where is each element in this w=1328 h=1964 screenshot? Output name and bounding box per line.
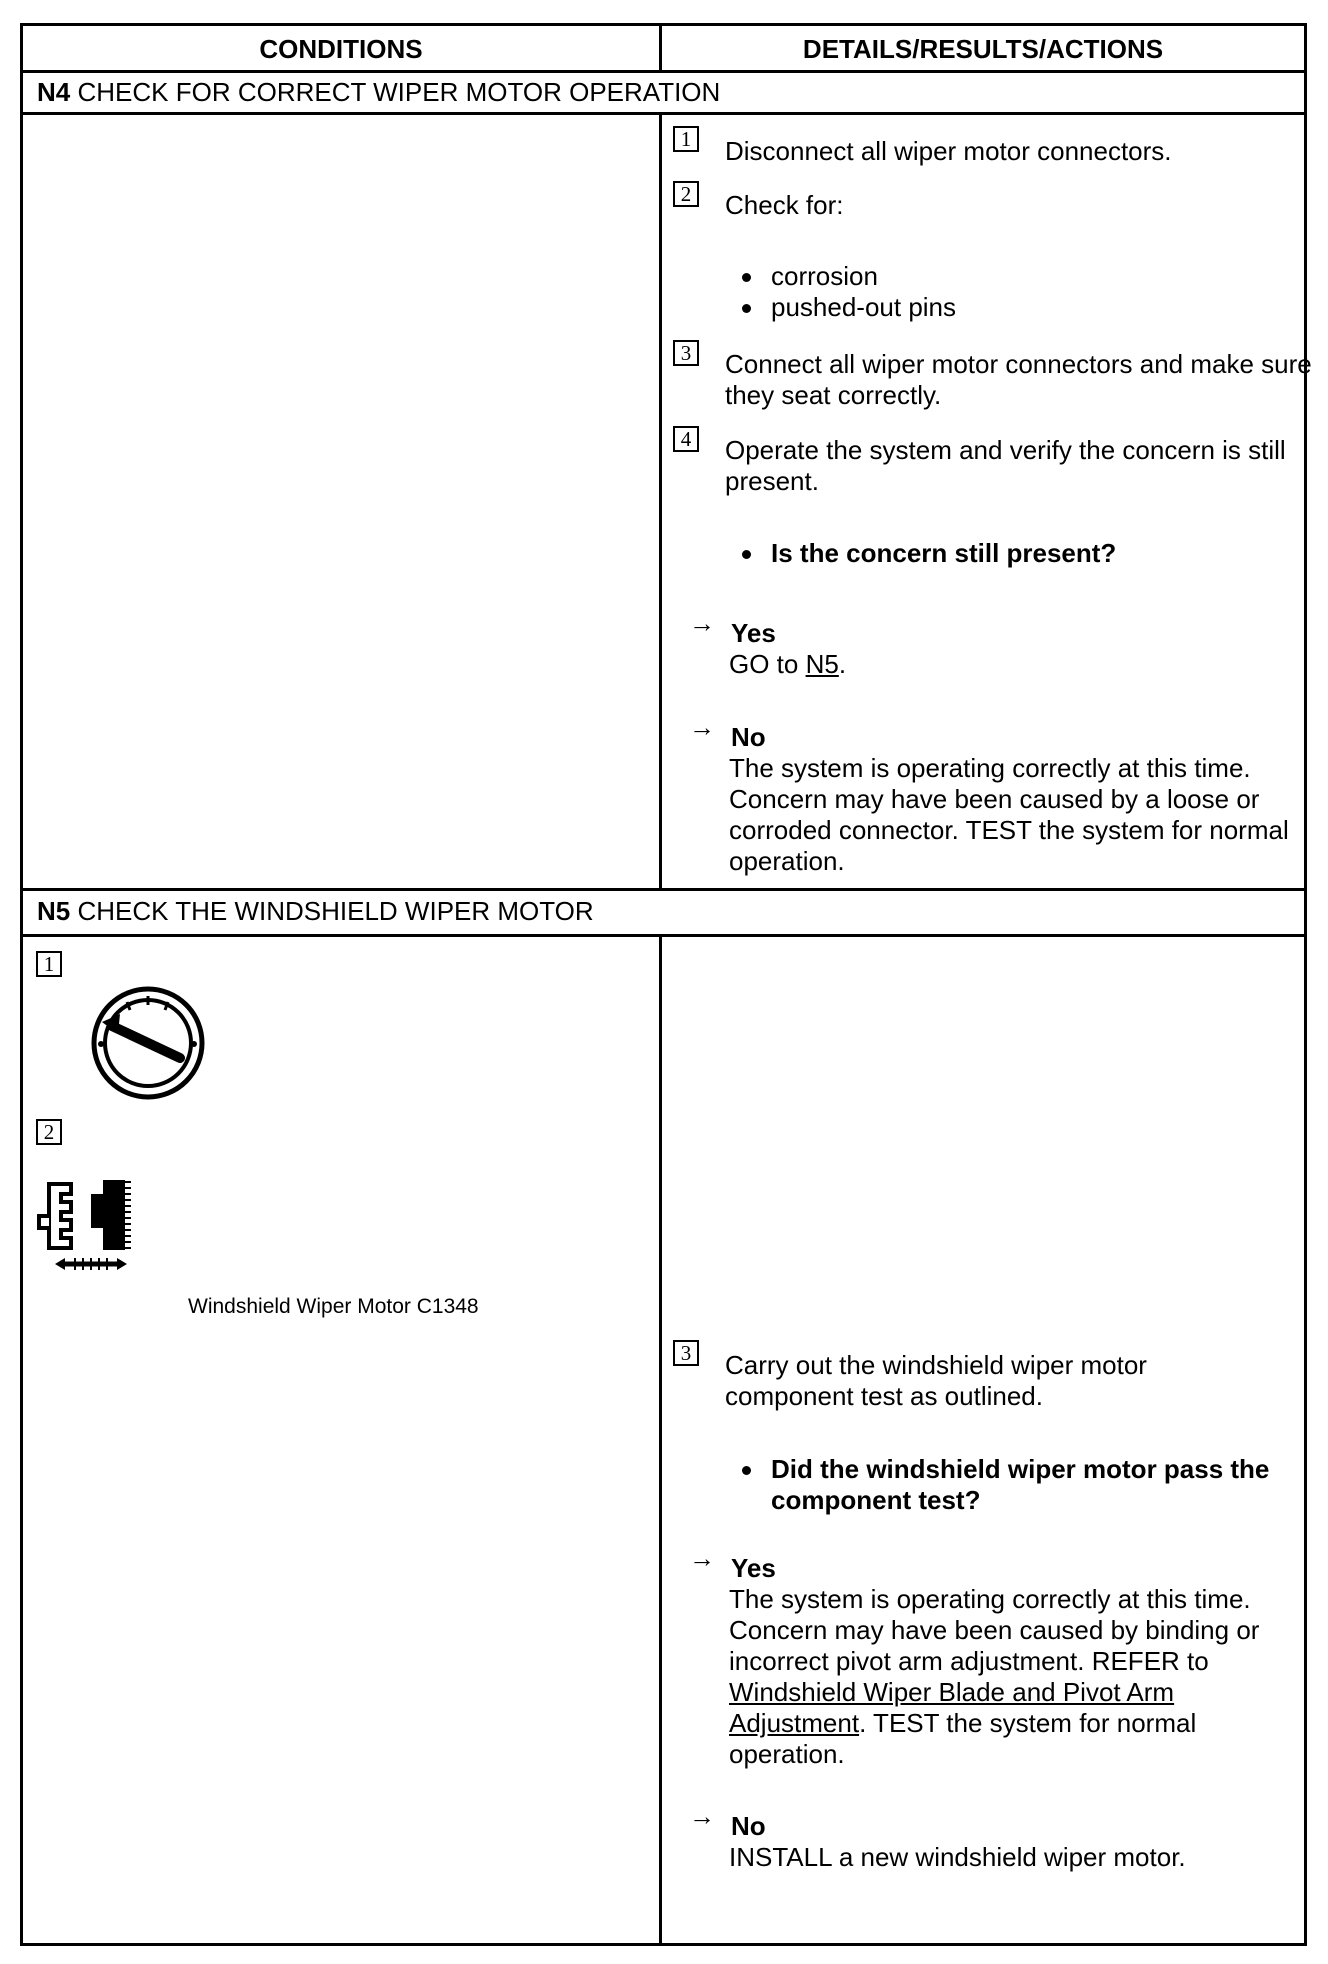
no-text: The system is operating correctly at this time. Concern may have been caused by a loose or corroded connector. TEST the system for normal operation. <box>729 753 1289 876</box>
result-arrow-icon: → <box>689 712 715 742</box>
step-number-box: 2 <box>673 181 699 207</box>
n5-title-row <box>23 891 1304 934</box>
details-header: DETAILS/RESULTS/ACTIONS <box>802 34 1164 64</box>
result-arrow-icon: → <box>689 1801 715 1831</box>
pivot-arm-adjustment-link[interactable]: Windshield Wiper Blade and Pivot Arm Adjustment <box>729 1677 1175 1738</box>
n4-yes-outcome <box>689 608 1313 680</box>
n4-title-row <box>23 73 1304 113</box>
connector-caption: Windshield Wiper Motor C1348 <box>188 1295 479 1318</box>
n4-check-list <box>739 261 956 323</box>
n4-title <box>37 77 720 108</box>
step-number-box: 4 <box>673 426 699 452</box>
question-item: Is the concern still present? <box>739 538 1116 569</box>
condition-step-box: 1 <box>36 951 62 977</box>
diagnostic-table <box>20 23 1312 1946</box>
n5-title <box>37 896 594 927</box>
step-text: Disconnect all wiper motor connectors. <box>725 136 1172 166</box>
condition-step-box: 2 <box>36 1119 62 1145</box>
yes-text <box>693 649 1313 680</box>
yes-text <box>693 1584 1309 1770</box>
step-number-box: 1 <box>673 126 699 152</box>
yes-label: Yes <box>731 1553 776 1583</box>
n4-question <box>739 538 1116 569</box>
n5-title-divider <box>23 934 1304 937</box>
step-text: Carry out the windshield wiper motor component test as outlined. <box>725 1350 1147 1411</box>
n4-title-divider <box>23 112 1304 115</box>
yes-prefix: GO to <box>729 649 806 679</box>
n5-link[interactable]: N5 <box>805 649 839 679</box>
disconnected-connector-icon <box>35 1166 145 1274</box>
conditions-header: CONDITIONS <box>259 34 423 64</box>
result-arrow-icon: → <box>689 608 715 638</box>
step-text: Connect all wiper motor connectors and make sure they seat correctly. <box>725 349 1312 410</box>
yes-text-after: . TEST the system for normal operation. <box>729 1708 1197 1769</box>
n4-code: N4 <box>37 77 71 107</box>
n5-question <box>739 1454 1319 1516</box>
list-item: pushed-out pins <box>739 292 956 323</box>
step-text: Operate the system and verify the concern is still present. <box>725 435 1286 496</box>
step-text: Check for: <box>725 190 844 220</box>
n5-title-text: CHECK THE WINDSHIELD WIPER MOTOR <box>77 896 594 926</box>
n5-no-outcome <box>689 1801 1313 1873</box>
n5-code: N5 <box>37 896 71 926</box>
n4-no-outcome <box>689 712 1313 877</box>
step-number-box: 3 <box>673 1340 699 1366</box>
n5-yes-outcome <box>689 1543 1313 1770</box>
no-label: No <box>731 1811 766 1841</box>
no-text: INSTALL a new windshield wiper motor. <box>729 1842 1186 1872</box>
ignition-switch-icon <box>88 984 208 1102</box>
result-arrow-icon: → <box>689 1543 715 1573</box>
yes-label: Yes <box>731 618 776 648</box>
yes-suffix: . <box>838 649 847 679</box>
yes-text-before: The system is operating correctly at this time. Concern may have been caused by binding or incorrect pivot arm adjustment. REFER to <box>729 1584 1260 1676</box>
n4-title-text: CHECK FOR CORRECT WIPER MOTOR OPERATION <box>77 77 721 107</box>
column-divider <box>659 26 662 1943</box>
no-label: No <box>731 722 766 752</box>
step-number-box: 3 <box>673 340 699 366</box>
list-item: corrosion <box>739 261 956 292</box>
question-item: Did the windshield wiper motor pass the component test? <box>739 1454 1319 1516</box>
